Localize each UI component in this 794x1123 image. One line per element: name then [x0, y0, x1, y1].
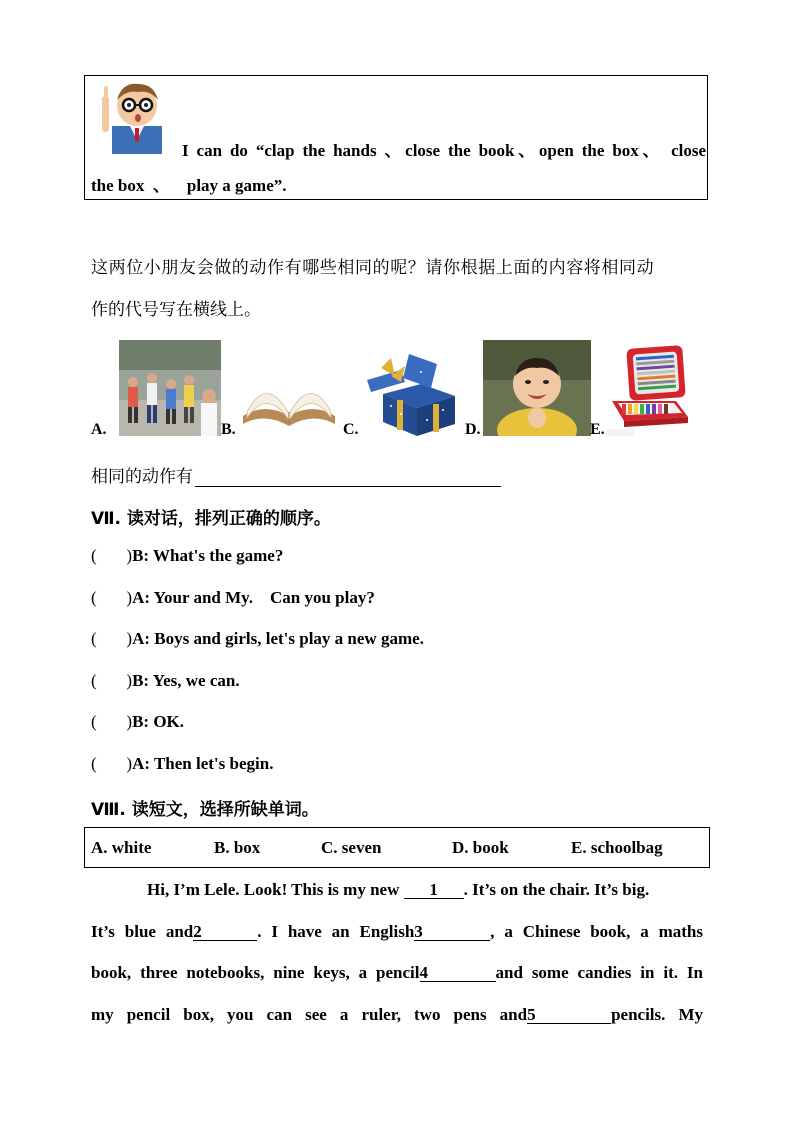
section7-title: Ⅶ. 读对话，排列正确的顺序。	[91, 509, 331, 529]
intro-text-line1: I can do “clap the hands 、close the book、open the box、 close	[182, 141, 706, 160]
blank-1[interactable]: 1	[404, 881, 464, 899]
order-row	[91, 629, 424, 649]
pencil-box-photo-icon	[606, 343, 692, 436]
blank-4[interactable]: 4	[420, 964, 496, 982]
order-blank[interactable]: ( )	[91, 671, 133, 690]
option-c-label: C.	[343, 421, 359, 438]
same-actions-label: 相同的动作有	[91, 467, 193, 487]
order-row	[91, 671, 240, 691]
dialog-line: A: Boys and girls, let's play a new game.	[132, 629, 424, 648]
order-blank[interactable]: ( )	[91, 754, 133, 773]
blank-5[interactable]: 5	[527, 1006, 611, 1024]
order-blank[interactable]: ( )	[91, 712, 133, 731]
passage-text: , a Chinese book, a maths	[490, 922, 703, 941]
open-gift-box-photo-icon	[361, 350, 461, 436]
order-row	[91, 546, 283, 566]
passage-text: It’s blue and	[91, 922, 194, 941]
dialog-line: B: OK.	[132, 712, 185, 731]
boy-with-glasses-icon	[92, 78, 168, 154]
dialog-line: B: What's the game?	[132, 546, 284, 565]
same-actions-blank[interactable]	[195, 468, 501, 487]
order-blank[interactable]: ( )	[91, 588, 133, 607]
word-option-d: D. book	[452, 838, 509, 857]
dialog-line: A: Your and My. Can you play?	[132, 588, 375, 607]
same-actions-line	[91, 462, 501, 487]
clapping-baby-photo-icon	[483, 340, 591, 436]
passage-line1	[147, 880, 705, 900]
order-row	[91, 754, 273, 774]
dialog-line: B: Yes, we can.	[132, 671, 240, 690]
dialog-line: A: Then let's begin.	[132, 754, 274, 773]
option-b-label: B.	[221, 421, 236, 438]
passage-text: and some candies in it. In	[495, 963, 704, 982]
option-e-label: E.	[590, 421, 605, 438]
open-book-photo-icon	[239, 362, 339, 436]
passage-text: . I have an English	[257, 922, 415, 941]
word-option-b: B. box	[214, 838, 261, 857]
order-row	[91, 712, 184, 732]
children-playing-photo-icon	[119, 340, 221, 436]
intro-text-line2: the box 、 play a game”.	[91, 176, 287, 195]
passage-text: . It’s on the chair. It’s big.	[463, 880, 650, 899]
passage-text: Hi, I’m Lele. Look! This is my new	[147, 880, 404, 899]
word-option-e: E. schoolbag	[571, 838, 663, 857]
option-d-label: D.	[465, 421, 481, 438]
blank-2[interactable]: 2	[193, 923, 257, 941]
order-blank[interactable]: ( )	[91, 629, 133, 648]
question-line2: 作的代号写在横线上。	[91, 300, 261, 320]
passage-line3	[91, 963, 703, 983]
passage-text: pencils. My	[611, 1005, 703, 1024]
option-a-label: A.	[91, 421, 107, 438]
section8-title: Ⅷ. 读短文，选择所缺单词。	[91, 800, 319, 820]
blank-3[interactable]: 3	[414, 923, 490, 941]
passage-text: my pencil box, you can see a ruler, two pens and	[91, 1005, 528, 1024]
passage-text: book, three notebooks, nine keys, a pencil	[91, 963, 420, 982]
passage-line2	[91, 922, 703, 942]
passage-line4	[91, 1005, 703, 1025]
order-row	[91, 588, 375, 608]
order-blank[interactable]: ( )	[91, 546, 133, 565]
question-line1: 这两位小朋友会做的动作有哪些相同的呢？请你根据上面的内容将相同动	[91, 258, 655, 278]
word-option-c: C. seven	[321, 838, 382, 857]
word-option-a: A. white	[91, 838, 152, 857]
